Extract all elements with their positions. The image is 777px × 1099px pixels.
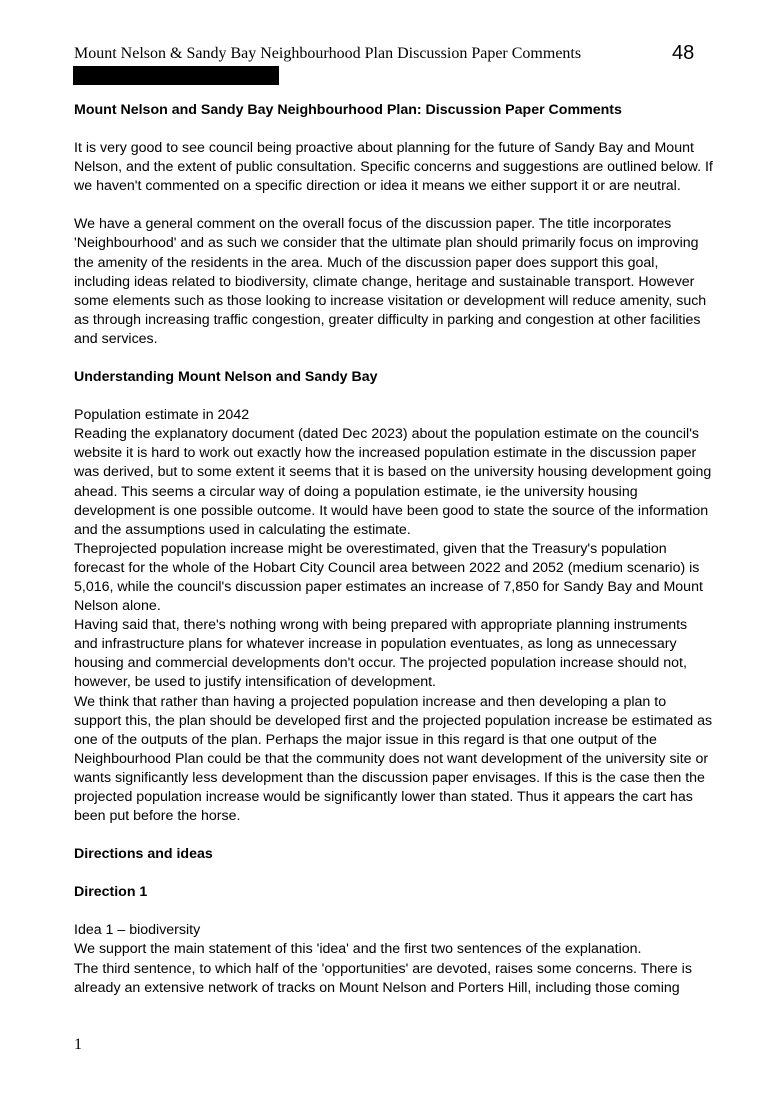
population-paragraph: We think that rather than having a projected population increase and then developing a plan to support this, the plan should be developed first and the projected population increase be estimated as one of the outputs of the plan. Perhaps the major issue in this regard is that one output of the Neighbourhood Plan could be that the community does not want development of the university site or wants significantly less development than the discussion paper envisages. If this is the case then the projected population increase would be significantly lower than stated. Thus it appears the cart has been put before the horse. xyxy=(74,693,713,825)
intro-paragraph: We have a general comment on the overall focus of the discussion paper. The title incorporates 'Neighbourhood' and as such we consider that the ultimate plan should primarily focus on improving the amenity of the residents in the area. Much of the discussion paper does support this goal, including ideas related to biodiversity, climate change, heritage and sustainable transport. However some elements such as those looking to increase visitation or development will reduce amenity, such as through increasing traffic congestion, greater difficulty in parking and congestion at other facilities and services. xyxy=(74,216,707,347)
population-paragraph: Reading the explanatory document (dated Dec 2023) about the population estimate on the council's website it is hard to work out exactly how the increased population estimate in the discussion paper was derived, but to some extent it seems that it is based on the university housing development going ahead. This seems a circular way of doing a population estimate, ie the university housing development is one possible outcome. It would have been good to state the source of the information and the assumptions used in calculating the estimate. xyxy=(74,426,712,538)
section-heading-directions: Directions and ideas xyxy=(74,846,213,863)
footer-page-number: 1 xyxy=(74,1036,82,1053)
population-paragraph: Theprojected population increase might be overestimated, given that the Treasury's population forecast for the whole of the Hobart City Council area between 2022 and 2052 (medium scenario) is 5,016, while the council's discussion paper estimates an increase of 7,850 for Sandy Bay and Mount Nelson alone. xyxy=(74,540,703,615)
header-page-number: 48 xyxy=(672,42,695,64)
idea-1-line: The third sentence, to which half of the 'opportunities' are devoted, raises some concerns. There is already an extensive network of tracks on Mount Nelson and Porters Hill, including those coming xyxy=(74,960,692,996)
direction-1-heading: Direction 1 xyxy=(74,884,148,901)
document-heading: Mount Nelson and Sandy Bay Neighbourhood Plan: Discussion Paper Comments xyxy=(74,102,622,118)
intro-paragraph: It is very good to see council being proactive about planning for the future of Sandy Bay and Mount Nelson, and the extent of public consultation. Specific concerns and suggestions are outlined below. If we haven't commented on a specific direction or idea it means we either support it or are neutral. xyxy=(74,140,713,195)
idea-1-line: We support the main statement of this 'idea' and the first two sentences of the explanation. xyxy=(74,941,642,958)
document-body xyxy=(74,101,714,998)
population-paragraph: Having said that, there's nothing wrong with being prepared with appropriate planning instruments and infrastructure plans for whatever increase in population eventuates, as long as unnecessary housing and commercial developments don't occur. The projected population increase should not, however, be used to justify intensification of development. xyxy=(74,617,688,691)
redaction-bar xyxy=(73,66,279,85)
section-heading-understanding: Understanding Mount Nelson and Sandy Bay xyxy=(74,369,378,386)
idea-1-title: Idea 1 – biodiversity xyxy=(74,922,201,939)
population-subheading: Population estimate in 2042 xyxy=(74,407,250,424)
header-title: Mount Nelson & Sandy Bay Neighbourhood Plan Discussion Paper Comments xyxy=(74,45,582,62)
